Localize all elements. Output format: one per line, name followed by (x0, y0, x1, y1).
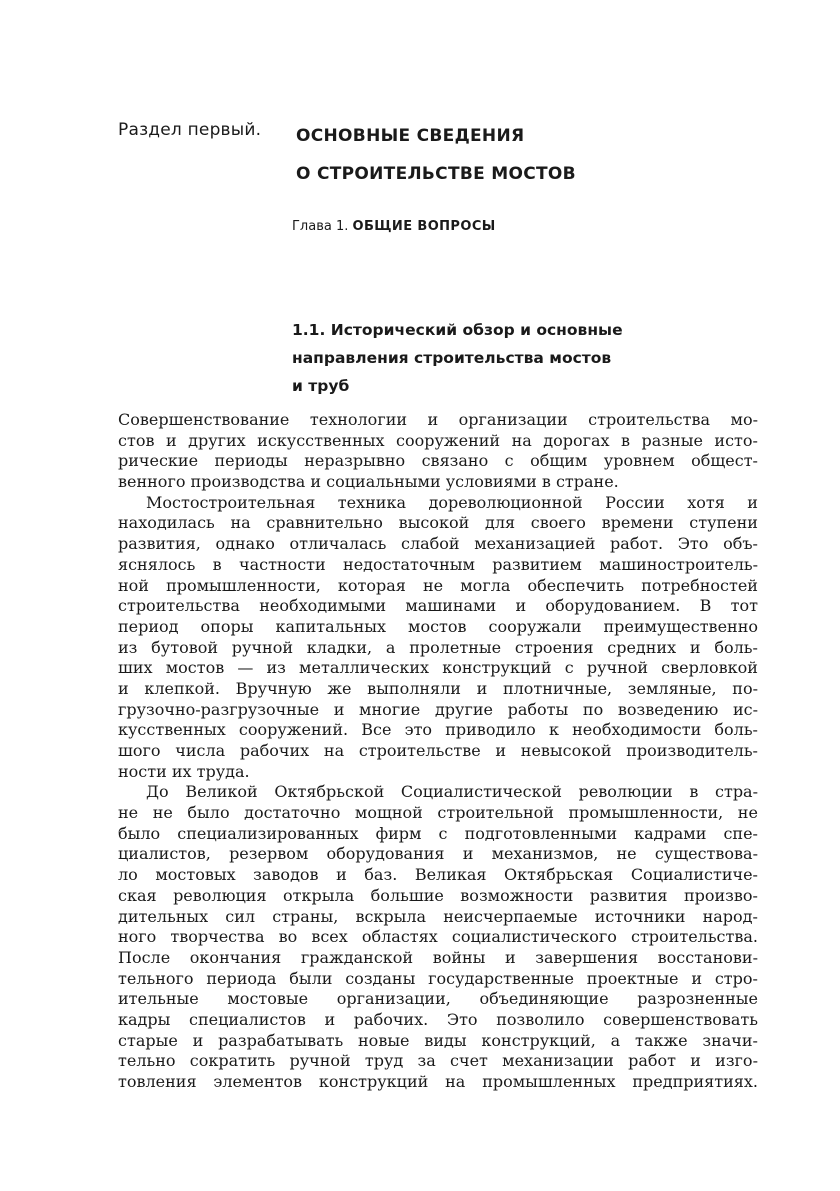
word: счет (450, 1051, 488, 1071)
word: машинами (405, 596, 497, 616)
word: по (582, 699, 604, 719)
word: позволило (496, 1009, 585, 1029)
word: неразрывно (304, 451, 406, 471)
word: специализированных (177, 823, 359, 843)
text-line (118, 451, 758, 472)
word: и (505, 947, 516, 967)
word: механизацией (474, 534, 596, 554)
word: на (511, 430, 532, 450)
word: приводило (445, 720, 536, 740)
word: развитием (492, 554, 582, 574)
word: России (605, 492, 665, 512)
word: гражданской (300, 947, 414, 967)
section-title (296, 117, 576, 193)
word: восстанови- (657, 947, 758, 967)
word: строительства. (630, 927, 758, 947)
word: государственные (428, 968, 574, 988)
word: слабой (400, 534, 460, 554)
word: необходимости (572, 720, 702, 740)
word: грузочно-разгрузочные (118, 699, 320, 719)
word: и (747, 492, 758, 512)
word: в (689, 782, 699, 802)
word: и (476, 678, 488, 698)
word: частности (238, 554, 326, 574)
word: Октябрьская (504, 865, 614, 885)
word: исто- (714, 430, 758, 450)
word: ших (118, 658, 153, 678)
word: времени (601, 513, 674, 533)
word: Октябрьской (274, 782, 385, 802)
word: подготовленными (464, 823, 618, 843)
text-line (118, 596, 758, 617)
word: и (427, 410, 439, 429)
word: социалистического (451, 927, 617, 947)
word: разрабатывать (218, 1030, 344, 1050)
word: могла (460, 575, 511, 595)
word: и (324, 1009, 336, 1029)
text-line (118, 638, 758, 659)
word: работ (628, 1051, 676, 1071)
word: товления (118, 1072, 197, 1091)
word: и (336, 865, 347, 885)
word: пролетные (409, 637, 502, 657)
word: промышленных (482, 1072, 616, 1091)
word: фирм (375, 823, 422, 843)
word: преимущественно (603, 616, 758, 636)
word: на (230, 513, 251, 533)
word: тельно (118, 1051, 176, 1071)
word: машиностроитель- (599, 554, 758, 574)
word: промышленности, (166, 575, 321, 595)
word: кадры (118, 1009, 171, 1029)
word: развития, (118, 534, 201, 554)
word: к (548, 720, 559, 740)
word: ступени (689, 513, 758, 533)
word: было (118, 823, 161, 843)
word: открыла (283, 885, 355, 905)
word: Совершенствование (118, 410, 290, 429)
word: конструкций (442, 658, 552, 678)
word: других (188, 430, 246, 450)
text-line (118, 1031, 758, 1052)
word: необходимыми (259, 596, 387, 616)
word: с (504, 451, 514, 471)
text-line (118, 927, 758, 948)
word: недостаточным (343, 554, 475, 574)
word: конструкций (318, 1072, 429, 1091)
word: и (333, 699, 345, 719)
word: для (484, 513, 516, 533)
word: специалистов (189, 1009, 306, 1029)
word: и (689, 637, 701, 657)
word: стра- (715, 782, 758, 802)
word: заводов (253, 865, 319, 885)
word: строительства (588, 410, 711, 429)
word: а (385, 637, 396, 657)
section-title-line: О СТРОИТЕЛЬСТВЕ МОСТОВ (296, 164, 576, 184)
word: потребностей (641, 575, 758, 595)
text-line (118, 534, 758, 555)
word: созданы (345, 968, 416, 988)
word: совершенствовать (603, 1009, 758, 1029)
word: общим (530, 451, 588, 471)
word: старые (118, 1030, 178, 1050)
word: производитель- (626, 741, 758, 760)
word: во (278, 927, 298, 947)
word: объединяющие (479, 989, 609, 1009)
word: проектные (586, 968, 679, 988)
word: рабочих. (353, 1009, 429, 1029)
word: окончания (189, 947, 282, 967)
word: страны, (272, 906, 339, 926)
subsection-title-line: и труб (292, 377, 350, 395)
word: кладки, (306, 637, 373, 657)
word: В (699, 596, 712, 616)
word: резервом (229, 844, 309, 864)
word: стро- (714, 968, 758, 988)
word: дительных (118, 906, 209, 926)
word: периода (206, 968, 277, 988)
word: ручной (289, 1051, 351, 1071)
word: не (616, 844, 637, 864)
word: однако (215, 534, 275, 554)
word: После (118, 947, 171, 967)
word: мощной (354, 803, 423, 823)
word: высокой (398, 513, 470, 533)
word: объ- (723, 534, 758, 554)
word: тельного (118, 968, 194, 988)
word: а (610, 1030, 621, 1050)
word: значи- (702, 1030, 758, 1050)
word: строительной (437, 803, 554, 823)
word: народ- (702, 906, 758, 926)
word: ной (118, 575, 149, 595)
text-line: ности их труда. (118, 761, 250, 781)
word: ручной (231, 637, 293, 657)
word: из (266, 658, 286, 678)
word: войны (432, 947, 486, 967)
word: клепкой. (144, 678, 221, 698)
text-line (118, 989, 758, 1010)
word: изго- (715, 1051, 758, 1071)
word: невысокой (520, 741, 612, 760)
word: мостов (408, 616, 467, 636)
word: отличалась (289, 534, 387, 554)
text-line: венного производства и социальными условиями в стране. (118, 472, 619, 492)
text-line (118, 700, 758, 721)
word: строения (514, 637, 594, 657)
word: ская (118, 885, 157, 905)
word: техника (337, 492, 406, 512)
word: достаточно (244, 803, 341, 823)
word: организации, (336, 989, 451, 1009)
word: сил (225, 906, 256, 926)
subsection-title-line: 1.1. Исторический обзор и основные (292, 321, 623, 339)
word: с (438, 823, 448, 843)
word: своего (530, 513, 586, 533)
word: Великая (414, 865, 487, 885)
word: и (165, 430, 177, 450)
subsection-heading (292, 316, 623, 400)
word: плотничные, (502, 678, 613, 698)
word: сооружений. (238, 720, 349, 740)
word: хотя (687, 492, 725, 512)
word: строительстве (358, 741, 481, 760)
word: боль- (714, 720, 758, 740)
word: сверловкой (661, 658, 758, 678)
text-line (118, 741, 758, 762)
word: было (187, 803, 230, 823)
word: механизации (502, 1051, 614, 1071)
word: ло (118, 865, 138, 885)
word: металлических (299, 658, 430, 678)
word: До (146, 782, 169, 802)
word: существова- (654, 844, 758, 864)
word: элементов (213, 1072, 303, 1091)
word: тот (730, 596, 758, 616)
word: сравнительно (266, 513, 383, 533)
word: источники (594, 906, 686, 926)
word: промышленности, (568, 803, 724, 823)
word: Социалистической (400, 782, 562, 802)
chapter-name: ОБЩИЕ ВОПРОСЫ (352, 219, 496, 234)
word: были (289, 968, 333, 988)
text-line (118, 410, 758, 431)
word: сократить (189, 1051, 276, 1071)
word: искусственных (257, 430, 385, 450)
word: капитальных (275, 616, 386, 636)
word: сооружений (396, 430, 501, 450)
text-line (118, 886, 758, 907)
word: на (323, 741, 345, 760)
word: работы (507, 699, 569, 719)
word: Великой (185, 782, 258, 802)
word: мостовых (155, 865, 236, 885)
word: за (417, 1051, 436, 1071)
word: средних (607, 637, 677, 657)
word: выполняли (367, 678, 461, 698)
word: предприятиях. (632, 1072, 758, 1091)
word: труд (364, 1051, 404, 1071)
word: Это (677, 534, 709, 554)
word: творчества (170, 927, 265, 947)
word: в (621, 430, 631, 450)
chapter-heading (292, 219, 496, 234)
section-label: Раздел первый. (118, 120, 262, 140)
word: оборудования (326, 844, 445, 864)
word: дорогах (543, 430, 610, 450)
word: же (327, 678, 352, 698)
word: вскрыла (355, 906, 427, 926)
word: числа (175, 741, 226, 760)
word: не (118, 803, 139, 823)
word: не (737, 803, 758, 823)
text-line (118, 948, 758, 969)
section-title-line: ОСНОВНЫЕ СВЕДЕНИЯ (296, 126, 525, 146)
word: механизмов, (491, 844, 599, 864)
word: обеспечить (527, 575, 625, 595)
word: стов (118, 430, 155, 450)
word: новые (358, 1030, 410, 1050)
word: разные (641, 430, 703, 450)
word: Мостостроительная (146, 492, 316, 512)
subsection-title-line: направления строительства мостов (292, 349, 612, 367)
word: мо- (730, 410, 758, 429)
text-line (118, 969, 758, 990)
word: с (564, 658, 574, 678)
word: возможности (460, 885, 574, 905)
text-line (118, 679, 758, 700)
word: дореволюционной (428, 492, 583, 512)
word: в (212, 554, 222, 574)
word: мостовые (227, 989, 309, 1009)
text-line (118, 782, 758, 803)
word: сооружали (488, 616, 582, 636)
text-line (118, 824, 758, 845)
word: и (515, 596, 527, 616)
word: виды (424, 1030, 467, 1050)
word: периоды (214, 451, 288, 471)
word: общест- (691, 451, 758, 471)
word: которая (337, 575, 406, 595)
word: и (462, 844, 474, 864)
word: ис- (732, 699, 758, 719)
text-line (118, 1051, 758, 1072)
word: опоры (200, 616, 254, 636)
text-line (118, 865, 758, 886)
word: кусственных (118, 720, 226, 740)
word: Вручную (235, 678, 312, 698)
word: и (691, 968, 703, 988)
word: боль- (714, 637, 758, 657)
text-line (118, 658, 758, 679)
word: яснялось (118, 554, 196, 574)
word: ручной (586, 658, 649, 678)
chapter-number: Глава 1. (292, 219, 349, 234)
word: революции (578, 782, 673, 802)
word: разрозненные (637, 989, 758, 1009)
word: находилась (118, 513, 215, 533)
word: связано (421, 451, 489, 471)
word: неисчерпаемые (443, 906, 578, 926)
word: рабочих (239, 741, 310, 760)
word: по- (732, 678, 758, 698)
word: конструкций, (481, 1030, 596, 1050)
word: организации (458, 410, 568, 429)
text-line (118, 720, 758, 741)
word: и (690, 1051, 701, 1071)
word: всех (311, 927, 348, 947)
word: на (445, 1072, 466, 1091)
word: шого (118, 741, 161, 760)
word: не (423, 575, 444, 595)
word: — (237, 658, 254, 678)
word: Социалистиче- (630, 865, 758, 885)
word: уровнем (603, 451, 675, 471)
text-line (118, 907, 758, 928)
word: произво- (683, 885, 758, 905)
word: строительства (118, 596, 240, 616)
text-line (118, 1072, 758, 1093)
word: спе- (723, 823, 758, 843)
word: революция (173, 885, 267, 905)
word: и (118, 678, 129, 698)
word: Все (361, 720, 392, 740)
text-line (118, 493, 758, 514)
text-line (118, 431, 758, 452)
text-line (118, 1010, 758, 1031)
word: областях (361, 927, 438, 947)
word: ного (118, 927, 157, 947)
body-text (118, 410, 758, 1093)
word: работ. (610, 534, 664, 554)
word: земляные, (627, 678, 717, 698)
word: развития (589, 885, 668, 905)
word: также (635, 1030, 688, 1050)
word: многие (359, 699, 421, 719)
word: другие (434, 699, 493, 719)
word: ительные (118, 989, 199, 1009)
word: технологии (309, 410, 408, 429)
word: период (118, 616, 179, 636)
word: мостов (165, 658, 225, 678)
word: баз. (364, 865, 398, 885)
text-line (118, 513, 758, 534)
word: кадрами (634, 823, 707, 843)
text-line (118, 576, 758, 597)
text-line (118, 617, 758, 638)
word: завершения (535, 947, 639, 967)
word: рические (118, 451, 199, 471)
word: и (495, 741, 507, 760)
word: циалистов, (118, 844, 211, 864)
text-line (118, 555, 758, 576)
word: из (118, 637, 138, 657)
word: большие (370, 885, 444, 905)
text-line (118, 844, 758, 865)
text-line (118, 803, 758, 824)
word: не (152, 803, 173, 823)
word: оборудованием. (545, 596, 681, 616)
word: возведению (617, 699, 719, 719)
word: и (192, 1030, 204, 1050)
word: это (404, 720, 433, 740)
word: бутовой (151, 637, 219, 657)
word: Это (446, 1009, 478, 1029)
